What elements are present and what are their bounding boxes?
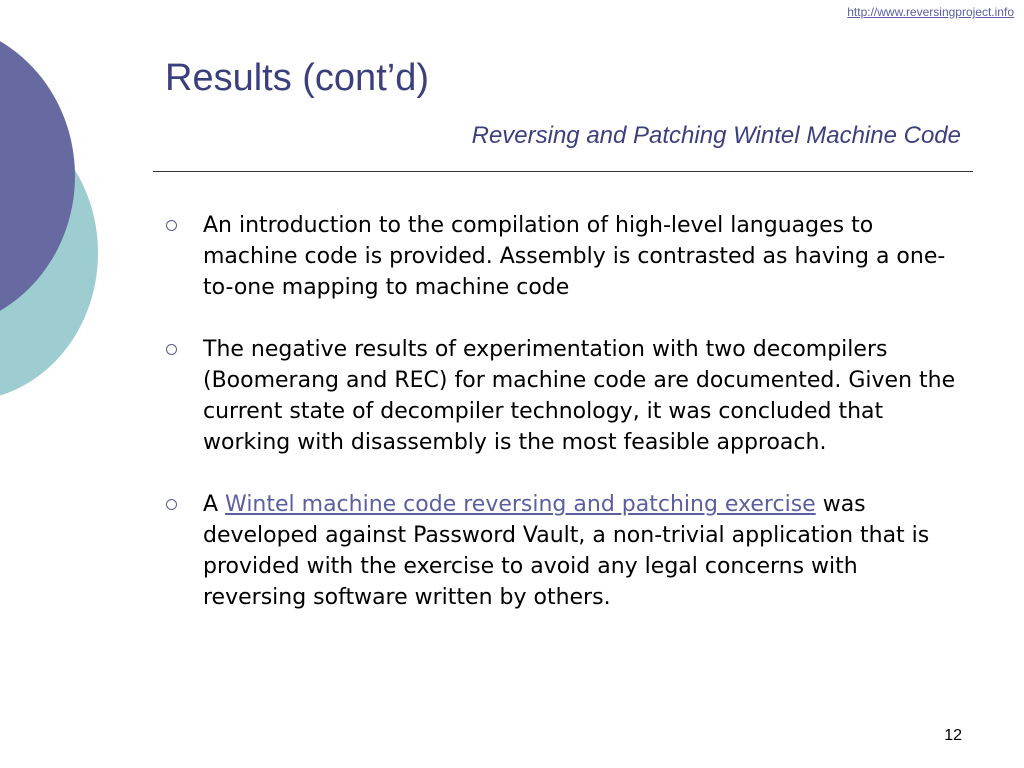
bullet-text: An introduction to the compilation of high-level languages to machine code is provided. Assembly is contrasted as having a one-to-one mapping to machine code <box>203 213 946 300</box>
bullet-circle-icon <box>166 220 177 231</box>
header-url-link[interactable]: http://www.reversingproject.info <box>847 5 1014 19</box>
bullet-circle-icon <box>166 344 177 355</box>
title-divider <box>153 171 973 172</box>
bullet-text-suffix: was developed against Password Vault, a non-trivial application that is provided with the exercise to avoid any legal concerns with reversing software written by others. <box>203 492 930 610</box>
bullet-text: The negative results of experimentation with two decompilers (Boomerang and REC) for machine code are documented. Given the current state of decompiler technology, it was concluded that working with disassembly is the most feasible approach. <box>203 337 956 455</box>
bullet-item <box>160 210 960 303</box>
slide-subtitle: Reversing and Patching Wintel Machine Code <box>471 122 961 149</box>
page-number: 12 <box>944 727 962 744</box>
bullet-circle-icon <box>166 499 177 510</box>
exercise-link[interactable]: Wintel machine code reversing and patching exercise <box>225 492 816 517</box>
bullet-text-prefix: A <box>203 492 226 517</box>
bullet-item <box>160 334 960 458</box>
bullet-list <box>160 210 960 644</box>
slide-title: Results (cont’d) <box>165 57 429 99</box>
bullet-item <box>160 489 960 613</box>
